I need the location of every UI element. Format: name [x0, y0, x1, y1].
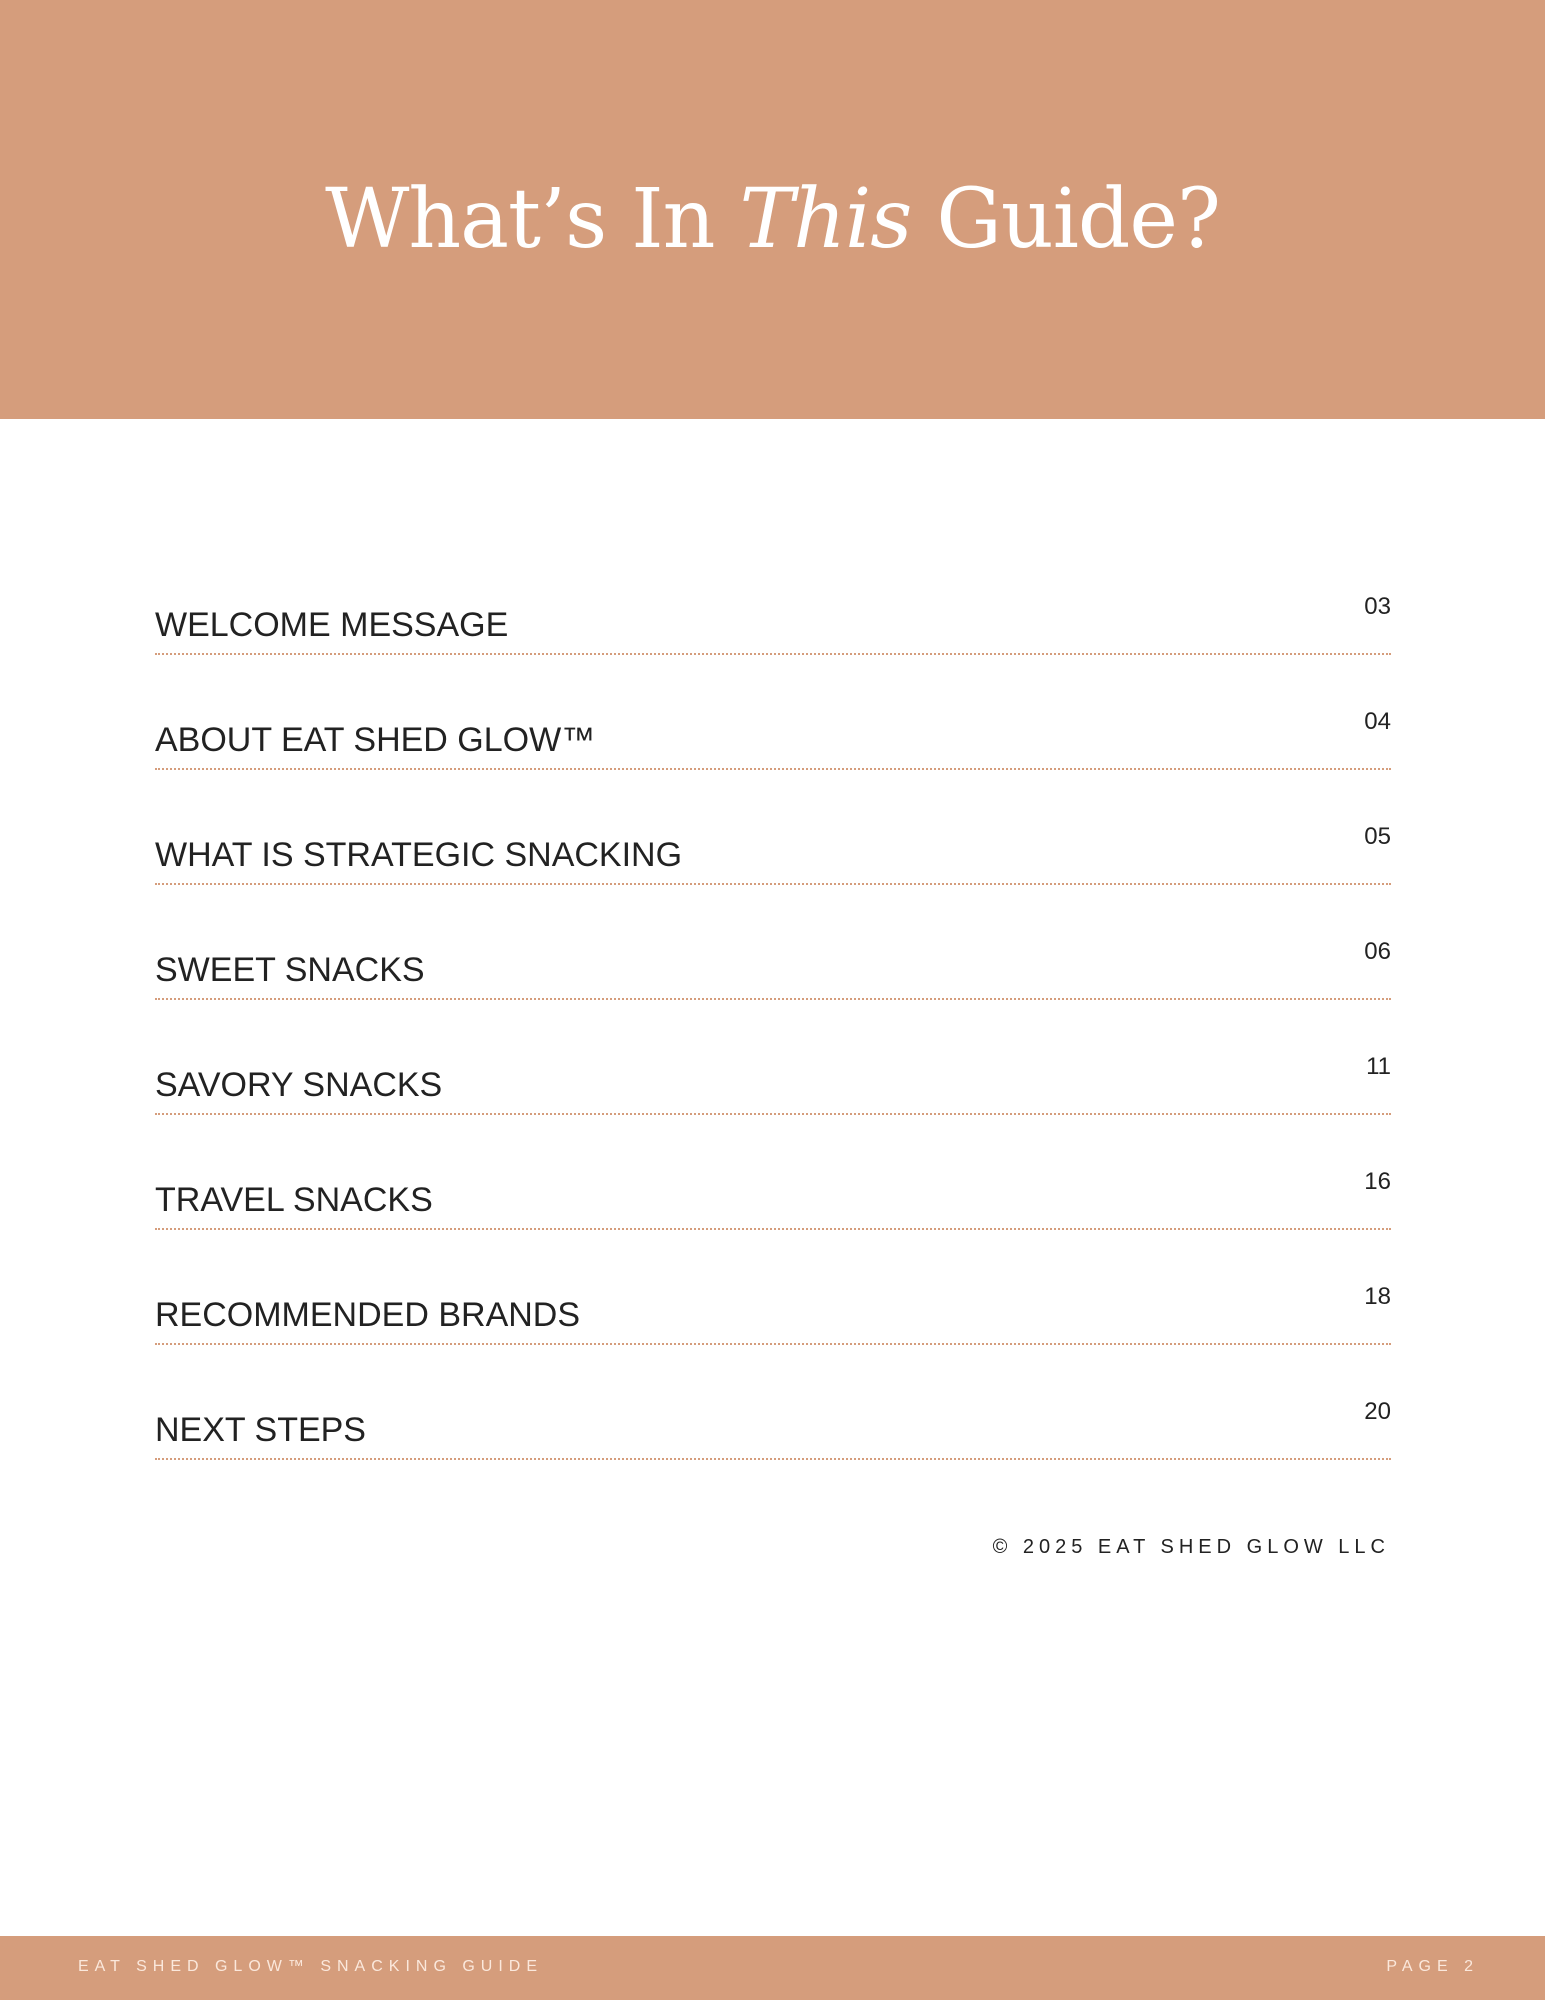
title-text-italic: This: [739, 172, 912, 267]
toc-item-next-steps[interactable]: [155, 1345, 1391, 1460]
toc-item-label: NEXT STEPS: [155, 1411, 366, 1449]
toc-item-page-number: 11: [1366, 1053, 1391, 1080]
toc-item-page-number: 05: [1364, 823, 1391, 850]
toc-item-page-number: 06: [1364, 938, 1391, 965]
title-text-end: Guide?: [911, 172, 1220, 267]
toc-item-page-number: 18: [1364, 1283, 1391, 1310]
toc-item-strategic-snacking[interactable]: [155, 770, 1391, 885]
footer-page-label: PAGE 2: [1386, 1958, 1479, 1975]
toc-item-label: RECOMMENDED BRANDS: [155, 1296, 581, 1334]
table-of-contents: [155, 540, 1391, 1460]
footer-bar: [0, 1936, 1545, 2000]
title-text-start: What’s In: [325, 172, 740, 267]
toc-item-label: SAVORY SNACKS: [155, 1066, 443, 1104]
toc-item-savory-snacks[interactable]: [155, 1000, 1391, 1115]
toc-item-page-number: 03: [1364, 593, 1391, 620]
toc-item-label: ABOUT EAT SHED GLOW™: [155, 721, 596, 759]
toc-item-welcome-message[interactable]: [155, 540, 1391, 655]
footer-guide-name: EAT SHED GLOW™ SNACKING GUIDE: [78, 1958, 544, 1975]
page-title: [0, 170, 1545, 270]
toc-item-recommended-brands[interactable]: [155, 1230, 1391, 1345]
toc-item-label: WELCOME MESSAGE: [155, 606, 509, 644]
toc-item-travel-snacks[interactable]: [155, 1115, 1391, 1230]
toc-item-page-number: 20: [1364, 1398, 1391, 1425]
toc-item-about[interactable]: [155, 655, 1391, 770]
toc-item-label: TRAVEL SNACKS: [155, 1181, 433, 1219]
toc-item-label: SWEET SNACKS: [155, 951, 425, 989]
copyright-notice: © 2025 EAT SHED GLOW LLC: [992, 1536, 1390, 1558]
toc-item-label: WHAT IS STRATEGIC SNACKING: [155, 836, 683, 874]
toc-item-page-number: 16: [1364, 1168, 1391, 1195]
header-banner: [0, 0, 1545, 419]
toc-item-page-number: 04: [1364, 708, 1391, 735]
toc-item-sweet-snacks[interactable]: [155, 885, 1391, 1000]
